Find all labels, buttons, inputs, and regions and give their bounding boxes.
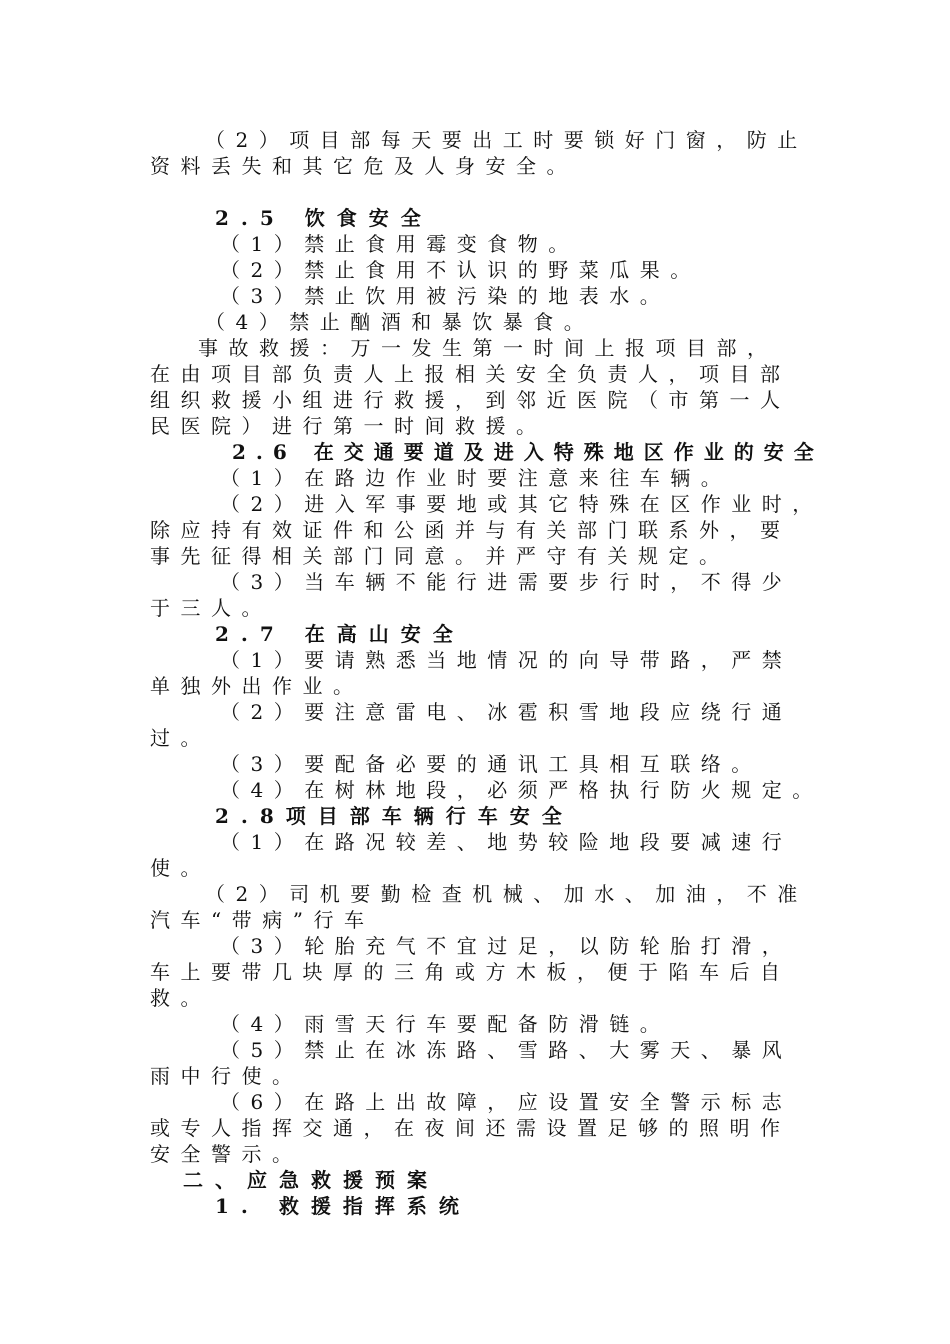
text-line: （6）在路上出故障，应设置安全警示标志 bbox=[220, 1090, 793, 1114]
text-line: （3）禁止饮用被污染的地表水。 bbox=[220, 284, 671, 308]
text-line: 民医院）进行第一时间救援。 bbox=[150, 414, 547, 438]
section-heading: 2.8项目部车辆行车安全 bbox=[215, 804, 574, 828]
text-line: （2）项目部每天要出工时要锁好门窗，防止 bbox=[205, 128, 808, 152]
text-line: （1）在路边作业时要注意来往车辆。 bbox=[220, 466, 732, 490]
text-line: 过。 bbox=[150, 726, 211, 750]
text-line: 救。 bbox=[150, 986, 211, 1010]
text-line: 事故救援：万一发生第一时间上报项目部， bbox=[198, 336, 778, 360]
text-line: 于三人。 bbox=[150, 596, 272, 620]
text-line: （1）在路况较差、地势较险地段要减速行 bbox=[220, 830, 793, 854]
text-line: 除应持有效证件和公函并与有关部门联系外，要 bbox=[150, 518, 791, 542]
section-heading: 1. 救援指挥系统 bbox=[215, 1194, 471, 1218]
text-line: 雨中行使。 bbox=[150, 1064, 303, 1088]
section-heading: 2.6 在交通要道及进入特殊地区作业的安全 bbox=[232, 440, 824, 464]
text-line: （3）当车辆不能行进需要步行时，不得少 bbox=[220, 570, 793, 594]
text-line: 车上要带几块厚的三角或方木板，便于陷车后自 bbox=[150, 960, 791, 984]
text-line: 汽车“带病”行车 bbox=[150, 908, 375, 932]
text-line: （3）要配备必要的通讯工具相互联络。 bbox=[220, 752, 762, 776]
text-line: （2）司机要勤检查机械、加水、加油，不准 bbox=[205, 882, 808, 906]
text-line: （3）轮胎充气不宜过足，以防轮胎打滑， bbox=[220, 934, 793, 958]
text-line: （2）要注意雷电、冰雹积雪地段应绕行通 bbox=[220, 700, 793, 724]
text-line: （4）禁止酗酒和暴饮暴食。 bbox=[205, 310, 595, 334]
text-line: 在由项目部负责人上报相关安全负责人，项目部 bbox=[150, 362, 791, 386]
text-line: 安全警示。 bbox=[150, 1142, 303, 1166]
text-line: 或专人指挥交通，在夜间还需设置足够的照明作 bbox=[150, 1116, 791, 1140]
text-line: （1）禁止食用霉变食物。 bbox=[220, 232, 579, 256]
section-heading: 2.5 饮食安全 bbox=[215, 206, 433, 230]
text-line: （4）雨雪天行车要配备防滑链。 bbox=[220, 1012, 671, 1036]
text-line: 事先征得相关部门同意。并严守有关规定。 bbox=[150, 544, 730, 568]
text-line: （2）进入军事要地或其它特殊在区作业时， bbox=[220, 492, 823, 516]
text-line: （4）在树林地段，必须严格执行防火规定。 bbox=[220, 778, 823, 802]
text-line: （2）禁止食用不认识的野菜瓜果。 bbox=[220, 258, 701, 282]
section-heading: 2.7 在高山安全 bbox=[215, 622, 465, 646]
text-line: （1）要请熟悉当地情况的向导带路，严禁 bbox=[220, 648, 793, 672]
text-line: 单独外出作业。 bbox=[150, 674, 364, 698]
text-line: 资料丢失和其它危及人身安全。 bbox=[150, 154, 577, 178]
text-line: 使。 bbox=[150, 856, 211, 880]
text-line: 组织救援小组进行救援，到邻近医院（市第一人 bbox=[150, 388, 791, 412]
text-line: （5）禁止在冰冻路、雪路、大雾天、暴风 bbox=[220, 1038, 793, 1062]
chapter-heading: 二、应急救援预案 bbox=[183, 1168, 439, 1192]
